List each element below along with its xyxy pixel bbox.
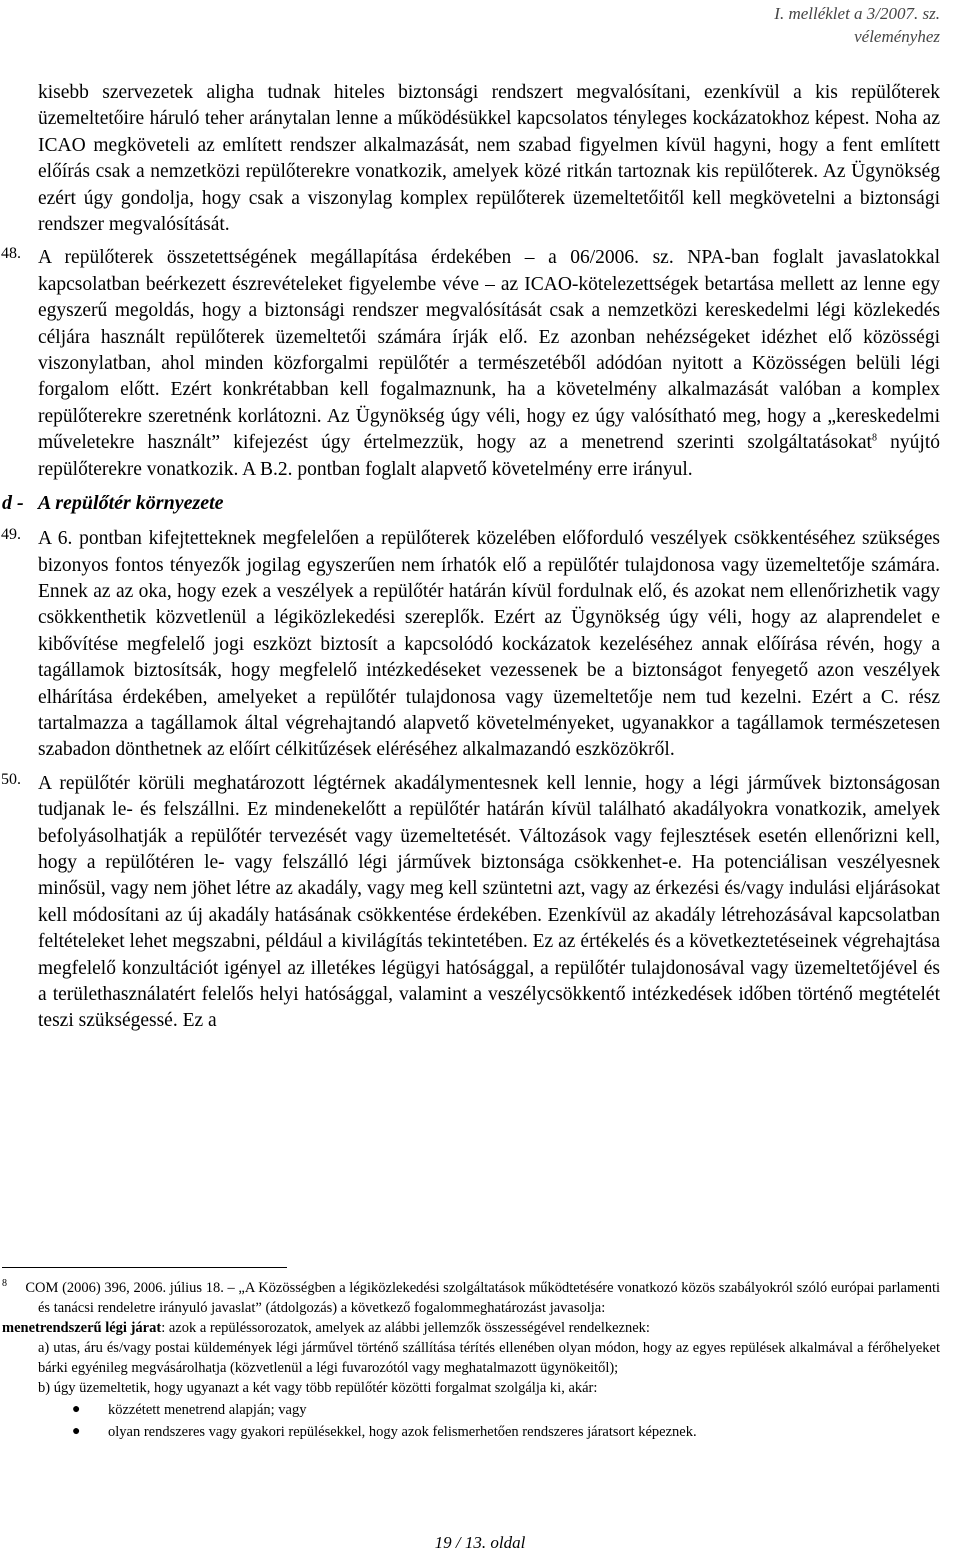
main-content	[1, 80, 940, 1035]
item-48-text	[38, 245, 940, 483]
item-48	[1, 245, 940, 483]
item-49-text: A 6. pontban kifejtetteknek megfelelően a repülőterek közelében előforduló veszélyek csökkentéséhez szükséges bizonyos fontos tényezők jogilag egyszerűen nem írhatók elő a repülőtér tulajdonosa vagy üzemeltetője számára. Ennek az az oka, hogy ezek a veszélyek a repülőtér határán kívül fordulnak elő, és azokat nem ellenőrizhetik vagy csökkenthetik közvetlenül a légiközlekedési szereplők. Ezért az Ügynökség úgy véli, hogy az alaprendelet e kibővítése megfelelő jogi eszközt biztosít a kapcsolódó kockázatok kezeléséhez annak előírása révén, hogy a tagállamok biztosítsák, hogy megfelelő intézkedéseket vezessenek be a biztonságot fenyegető azon veszélyek elhárítása érdekében, amelyeket a repülőtér tulajdonosa vagy üzemeltetője nem tud kezelni. Ezért a C. rész tartalmazza a tagállamok által végrehajtandó alapvető követelményeket, ugyanakkor a tagállamok természetesen szabadon dönthetnek az előírt célkitűzések eléréséhez alkalmazandó eszközökről.	[38, 528, 940, 761]
intro-paragraph: kisebb szervezetek aligha tudnak hiteles biztonsági rendszert megvalósítani, ezenkívül a kis repülőterek üzemeltetőire háruló teher aránytalan lenne a működésükkel kapcsolatos tényleges kockázatokhoz képest. Noha az ICAO megköveteli az említett rendszer alkalmazását, nem szabad figyelmen kívül hagyni, hogy a fent említett előírás csak a nemzetközi repülőterekre vonatkozik, amelyek közé ritkán tartoznak kis repülőterek. Az Ügynökség ezért úgy gondolja, hogy csak a viszonylag komplex repülőterek üzemeltetőitől kell megkövetelni a biztonsági rendszer megvalósítását.	[38, 82, 940, 236]
footnote-term: menetrendszerű légi járat	[2, 1320, 162, 1336]
bullet-icon: ●	[72, 1402, 81, 1417]
footnote	[2, 1278, 940, 1444]
item-50	[1, 770, 940, 1035]
page-number: 19 / 13. oldal	[434, 1533, 526, 1552]
section-title: A repülőtér környezete	[38, 492, 224, 515]
footnote-bullet-2	[2, 1422, 940, 1442]
item-48-text-end: nyújtó repülőterekre vonatkozik. A B.2. pontban foglalt alapvető követelmény erre irányul.	[38, 432, 940, 480]
item-50-number: 50.	[1, 770, 21, 788]
header-reference: I. melléklet a 3/2007. sz.	[774, 4, 940, 23]
bullet-icon: ●	[72, 1424, 81, 1439]
item-49-number: 49.	[1, 526, 21, 544]
item-50-text: A repülőtér körüli meghatározott légtérnek akadálymentesnek kell lennie, hogy a légi járművek biztonságosan tudjanak le- és felszállni. Ez mindenekelőtt a repülőtér határán kívül található akadályokra vonatkozik, amelyek befolyásolhatják a repülőtér tervezését vagy üzemeltetését. Változások vagy fejlesztések esetén ellenőrizni kell, hogy a repülőtéren le- vagy felszálló légi járművek biztonsága csökkenhet-e. Ha potenciálisan veszélyesnek minősül, vagy nem jöhet létre az akadály, vagy meg kell szüntetni azt, vagy az érkezési és/vagy indulási eljárásokat kell módosítani az új akadály hatásának csökkentése érdekében. Ezenkívül az akadály létrehozásával kapcsolatban feltételeket lehet megszabni, például a kivilágítás tekintetében. Ez az értékelés és a következtetéseinek végrehajtása megfelelő konzultációt igényel az illetékes légügyi hatósággal, a repülőtér tulajdonosával vagy üzemeltetőjével és a területhasználatért felelős helyi hatósággal, valamint a veszélycsökkentő intézkedések időben történő megtételét teszi szükségessé. Ez a	[38, 772, 940, 1032]
footnote-point-b: b) úgy üzemeltetik, hogy ugyanazt a két vagy több repülőtér közötti forgalmat szolgálja ki, akár:	[38, 1380, 598, 1396]
footnote-mark: 8	[2, 1278, 7, 1290]
footnote-reference[interactable]: 8	[871, 432, 877, 444]
item-48-text-main: A repülőterek összetettségének megállapítása érdekében – a 06/2006. sz. NPA-ban foglalt javaslatokkal kapcsolatban beérkezett észrevételeket figyelembe véve – az ICAO-kötelezettségek betartása mellett az lenne egy egyszerű megoldás, hogy a biztonsági rendszer megvalósítását csak a nemzetközi kereskedelmi légi közlekedés céljára használt repülőterek üzemeltetői számára írják elő. Ez azonban nehézségeket idézhet elő közösségi viszonylatban, ahol minden közforgalmi repülőtér a természetéből adódóan nyitott a Közösségen belüli légi forgalom előtt. Ezért konkrétabban kell fogalmaznunk, ha a követelmény alkalmazását valóban a komplex repülőterekre szeretnénk korlátozni. Az Ügynökség úgy véli, hogy ez úgy valósítható meg, hogy a „kereskedelmi műveletekre használt” kifejezést úgy értelmezzük, hogy az a menetrend szerinti szolgáltatásokat	[38, 247, 940, 454]
page-header	[774, 2, 940, 48]
footnote-divider	[2, 1267, 287, 1268]
bullet-text: közzétett menetrend alapján; vagy	[108, 1402, 307, 1418]
footnote-main	[2, 1278, 940, 1318]
header-subtitle: véleményhez	[854, 27, 940, 46]
section-heading-d	[2, 490, 940, 516]
item-49	[1, 526, 940, 764]
footnote-point-a: a) utas, áru és/vagy postai küldemények légi járművel történő szállítása térítés ellenében olyan módon, hogy az egyes repülések alkalmával a férőhelyeket bárki egyénileg megvásárolhatja (közvetlenül a légi fuvarozótól vagy meghatalmazott ügynökeitől);	[38, 1340, 940, 1376]
section-label: d -	[2, 492, 24, 515]
item-48-number: 48.	[1, 245, 21, 263]
footnote-bullet-1	[2, 1400, 940, 1420]
footnote-definition	[2, 1318, 940, 1338]
footnote-term-definition: : azok a repüléssorozatok, amelyek az alábbi jellemzők összességével rendelkeznek:	[161, 1320, 650, 1336]
bullet-text: olyan rendszeres vagy gyakori repülésekkel, hogy azok felismerhetően rendszeres járatsort képeznek.	[108, 1424, 697, 1440]
footnote-text: COM (2006) 396, 2006. július 18. – „A Közösségben a légiközlekedési szolgáltatások működtetésére vonatkozó közös szabályokról szóló európai parlamenti és tanácsi rendeletre irányuló javaslat” (átdolgozás) a következő fogalommeghatározást javasolja:	[25, 1280, 941, 1316]
